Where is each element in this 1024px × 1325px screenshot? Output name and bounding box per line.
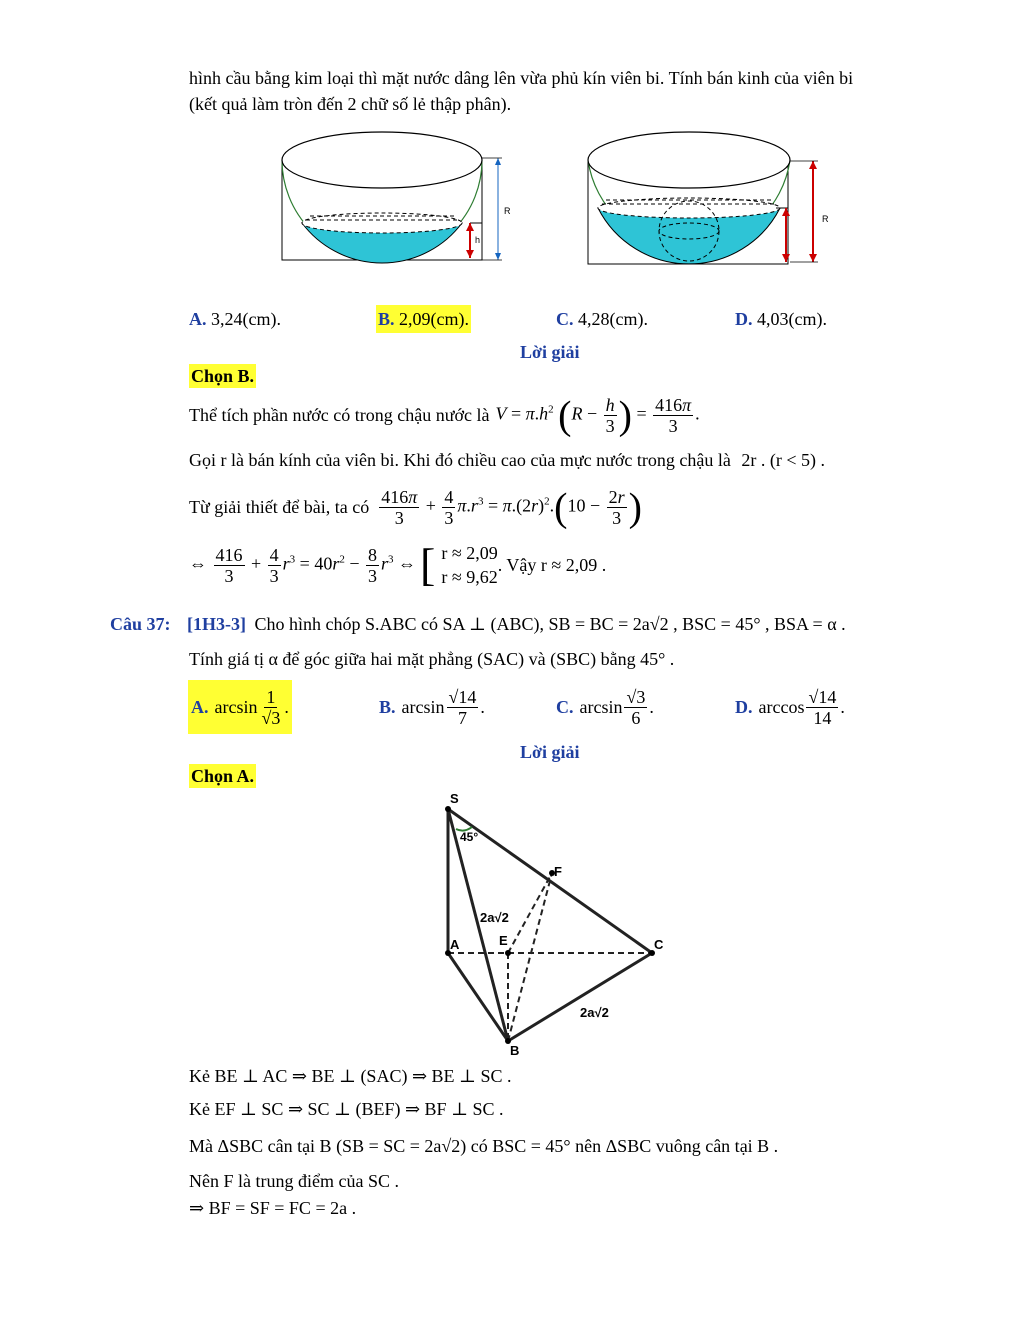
q37-solution-line-2: Kẻ EF ⊥ SC ⇒ SC ⊥ (BEF) ⇒ BF ⊥ SC . [189, 1099, 504, 1119]
q37-stem-2: Tính giá tị α để góc giữa hai mặt phẳng (SAC) và (SBC) bằng 45° . [189, 649, 675, 669]
result-tail: . Vậy r ≈ 2,09 . [497, 555, 607, 575]
label-R-right: R [822, 214, 829, 224]
root-2: r ≈ 9,62 [441, 567, 498, 587]
right-bowl [588, 132, 829, 264]
option-func: arcsin [579, 697, 623, 717]
option-den: 7 [457, 707, 467, 728]
angle-label: 45° [460, 830, 479, 844]
q36-radius-line [189, 448, 825, 472]
q37-option-d: D. arccos $\frac{√14}{14}$ . [735, 686, 845, 728]
option-den: 6 [631, 707, 641, 728]
q37-solution-line-4: Nên F là trung điểm của SC . [189, 1171, 399, 1191]
option-num: 1 [266, 686, 276, 707]
vertex-C: C [654, 937, 664, 952]
q37-stem-line-1 [110, 612, 846, 636]
equation-formula: $\frac{416\pi}{3}$ + $\frac{4}{3}$ $\pi.r^3 = \pi.(2r)^2.(10$ − $\frac{2r}{3}$ ) [381, 484, 642, 529]
q36-solution-heading: Lời giải [520, 342, 580, 362]
option-value: 4,28(cm). [578, 309, 648, 329]
q36-volume-line [189, 390, 700, 440]
option-letter: C. [556, 697, 574, 717]
option-num: √14 [448, 686, 477, 707]
equation-text: Từ giải thiết để bài, ta có [189, 497, 370, 517]
q37-option-b: B. arcsin $\frac{√14}{7}$ . [379, 686, 485, 728]
vertex-A: A [450, 937, 460, 952]
left-bowl [282, 132, 511, 263]
point-E: E [499, 933, 508, 948]
result-formula: ⇔ $\frac{416}{3}$ + $\frac{4}{3}$ $r^3 = 40r^2$ − $\frac{8}{3}$ $r^3$ ⇔ [189, 544, 417, 586]
pyramid-figure [430, 785, 680, 1060]
intro-line-1: hình cầu bằng kim loại thì mặt nước dâng lên vừa phủ kín viên bi. Tính bán kinh của viên bi [189, 68, 854, 88]
option-num: √14 [808, 686, 837, 707]
option-func: arcsin [214, 697, 258, 717]
option-value: 3,24(cm). [211, 309, 281, 329]
option-letter: D. [735, 697, 753, 717]
q36-option-b-correct [376, 305, 471, 333]
sb-length-label: 2a√2 [480, 910, 509, 925]
option-letter: B. [378, 309, 395, 329]
q36-equation-line [189, 482, 642, 532]
option-letter: B. [379, 697, 396, 717]
edge-AB [448, 953, 508, 1041]
q37-option-a-correct: A. arcsin $\frac{1}{√3}$ . [188, 680, 292, 734]
root-1: r ≈ 2,09 [441, 543, 498, 563]
radius-text: Gọi r là bán kính của viên bi. Khi đó chiều cao của mực nước trong chậu là [189, 450, 731, 470]
option-letter: C. [556, 309, 574, 329]
q37-solution-line-5: ⇒ BF = SF = FC = 2a . [189, 1198, 357, 1218]
radius-expr: 2r . (r < 5) . [741, 450, 825, 470]
option-func: arcsin [401, 697, 445, 717]
option-func: arccos [758, 697, 805, 717]
q37-solution-heading: Lời giải [520, 742, 580, 762]
option-den: √3 [261, 707, 281, 728]
volume-formula: $V = \pi.h^2$ (R − $\frac{h}{3}$ ) = $\frac{416\pi}{3}$ . [495, 392, 700, 437]
q37-stem-1: Cho hình chóp S.ABC có SA ⊥ (ABC), SB = BC = 2a√2 , BSC = 45° , BSA = α . [254, 614, 846, 634]
segment-BF [508, 873, 552, 1041]
option-letter: A. [189, 309, 207, 329]
volume-text: Thể tích phần nước có trong chậu nước là [189, 405, 490, 425]
option-num: √3 [626, 686, 646, 707]
edge-BC [508, 953, 652, 1041]
bowl-figure [270, 128, 830, 273]
option-letter: D. [735, 309, 753, 329]
q37-label: Câu 37: [110, 614, 171, 634]
option-value: 4,03(cm). [757, 309, 827, 329]
option-den: 14 [813, 707, 832, 728]
result-system: [ r ≈ 2,09 r ≈ 9,62 [420, 539, 498, 590]
q36-result-line [189, 538, 606, 592]
segment-EF [508, 873, 552, 953]
label-h: h [475, 235, 481, 245]
bc-length-label: 2a√2 [580, 1005, 609, 1020]
vertex-B: B [510, 1043, 520, 1058]
q36-option-d [735, 307, 827, 331]
q37-solution-line-1: Kẻ BE ⊥ AC ⇒ BE ⊥ (SAC) ⇒ BE ⊥ SC . [189, 1066, 512, 1086]
q36-choose: Chọn B. [191, 366, 255, 386]
option-letter: A. [191, 697, 209, 717]
q36-option-a [189, 307, 281, 331]
q37-tag: [1H3-3] [187, 614, 246, 634]
q36-option-c [556, 307, 648, 331]
point-F: F [554, 864, 562, 879]
option-value: 2,09(cm). [399, 309, 469, 329]
q37-solution-line-3: Mà ΔSBC cân tại B (SB = SC = 2a√2) có BSC = 45° nên ΔSBC vuông cân tại B . [189, 1136, 779, 1156]
intro-line-2: (kết quả làm tròn đến 2 chữ số lẻ thập phân). [189, 94, 512, 114]
vertex-S: S [450, 791, 459, 806]
label-R-left: R [504, 206, 511, 216]
q37-choose: Chọn A. [191, 766, 255, 786]
q37-option-c: C. arcsin $\frac{√3}{6}$ . [556, 686, 654, 728]
